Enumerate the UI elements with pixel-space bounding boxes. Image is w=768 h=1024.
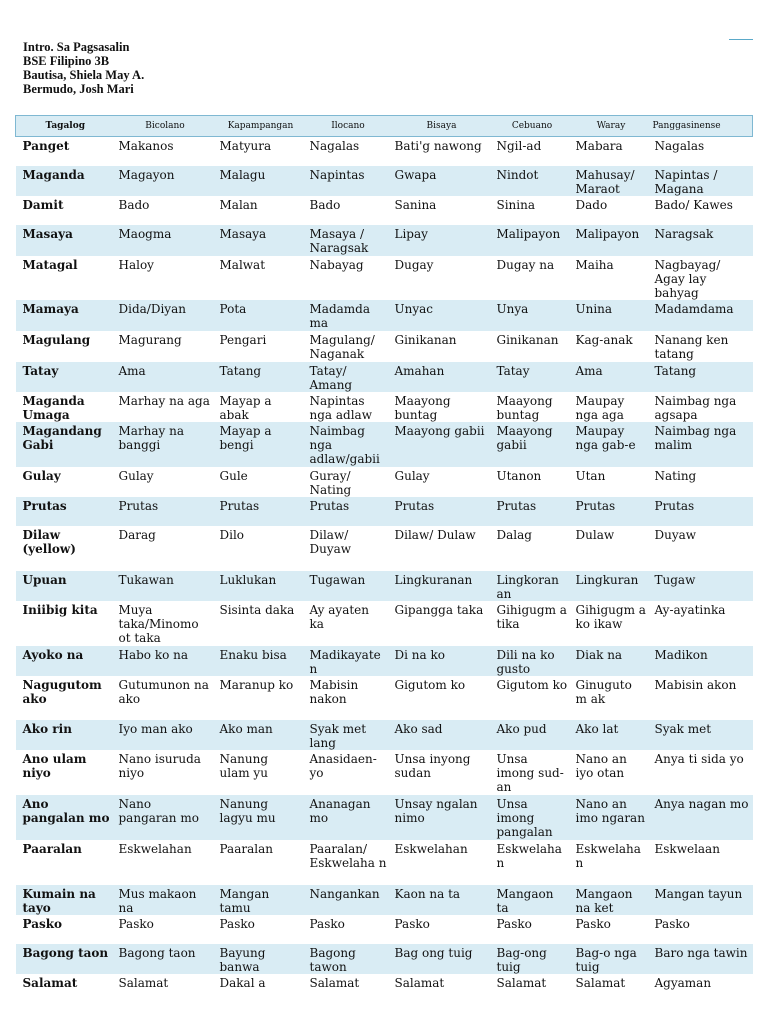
translation-cell: Dugay — [394, 257, 434, 272]
translation-cell: Marhay na aga — [118, 393, 210, 408]
translation-cell: Pasko — [496, 916, 532, 931]
table-row — [16, 196, 753, 225]
tagalog-term-cell: Ano pangalan mo — [16, 795, 115, 840]
translation-cell: Dilo — [219, 527, 245, 542]
table-row — [16, 676, 753, 720]
translation-cell: Anasidaen-yo — [309, 751, 377, 780]
translation-cell: Bado — [118, 197, 150, 212]
table-row — [16, 362, 753, 392]
column-header: Tagalog — [16, 116, 115, 137]
table-row — [16, 166, 753, 196]
translation-cell: Malwat — [219, 257, 266, 272]
translation-cell: Bagong tawon — [306, 944, 391, 974]
translation-cell: Nagalas — [654, 139, 705, 153]
document-header — [23, 40, 144, 96]
translation-cell: Maupay nga aga — [575, 393, 625, 422]
translation-cell: Sinina — [496, 197, 536, 212]
translation-cell: Naragsak — [651, 225, 753, 256]
translation-cell: Mabara — [575, 139, 623, 153]
translation-cell: Salamat — [118, 975, 169, 990]
translation-cell: Madamdama — [651, 300, 753, 331]
table-row — [16, 497, 753, 526]
tagalog-term-cell: Panget — [22, 139, 70, 153]
translation-cell: Mangan tamu — [216, 885, 306, 915]
translation-cell: Salamat — [575, 975, 626, 990]
translation-cell: Maayong buntag — [394, 393, 451, 422]
translation-cell: Eskwelahan — [118, 841, 192, 856]
translation-cell: Nanung ulam yu — [219, 751, 269, 780]
translation-cell: Prutas — [115, 497, 216, 526]
translation-cell: Lingkoran an — [493, 571, 572, 601]
translation-cell: Malipayon — [572, 225, 651, 256]
translation-cell: Tatay/ Amang — [306, 362, 391, 392]
translation-cell: Malipayon — [493, 225, 572, 256]
tagalog-term-cell: Bagong taon — [16, 944, 115, 974]
translation-cell: Salamat — [394, 975, 445, 990]
translation-cell: Gigutom ko — [394, 677, 466, 692]
translation-cell: Pasko — [219, 916, 255, 931]
translation-cell: Paaralan/ Eskwelaha n — [309, 841, 387, 870]
column-header: Kapampangan — [216, 116, 306, 137]
translation-cell: Enaku bisa — [216, 646, 306, 676]
translation-cell: Gihigugm a tika — [496, 602, 567, 631]
translation-cell: Gihigugm a ko ikaw — [575, 602, 646, 631]
translation-cell: Ginikanan — [496, 332, 559, 347]
translation-cell: Malagu — [216, 166, 306, 196]
translation-cell: Nanang ken tatang — [654, 332, 729, 361]
translation-cell: Masaya / Naragsak — [306, 225, 391, 256]
tagalog-term-cell: Upuan — [16, 571, 115, 601]
translation-cell: Eskwelaha n — [575, 841, 641, 870]
translation-cell: Gwapa — [391, 166, 493, 196]
translation-cell: Nating — [654, 468, 697, 483]
translation-cell: Darag — [118, 527, 156, 542]
table-row — [16, 137, 753, 166]
translation-cell: Ay-ayatinka — [654, 602, 726, 617]
translation-cell: Haloy — [118, 257, 154, 272]
translation-cell: Dalag — [496, 527, 532, 542]
tagalog-term-cell: Nagugutom ako — [22, 677, 102, 706]
column-header: Panggasinense — [651, 116, 753, 137]
translation-cell: Muya taka/Minomo ot taka — [118, 602, 199, 645]
translation-cell: Ginuguto m ak — [575, 677, 632, 706]
translation-cell: Prutas — [391, 497, 493, 526]
translation-cell: Luklukan — [216, 571, 306, 601]
translation-cell: Mabisin nakon — [309, 677, 359, 706]
table-row — [16, 885, 753, 915]
translation-cell: Di na ko — [391, 646, 493, 676]
translation-cell: Maiha — [575, 257, 614, 272]
translation-cell: Unsay ngalan nimo — [391, 795, 493, 840]
table-row — [16, 571, 753, 601]
translation-cell: Sisinta daka — [219, 602, 295, 617]
translation-cell: Unsa imong sud-an — [496, 751, 564, 794]
translation-cell: Mangaon na ket — [572, 885, 651, 915]
translation-cell: Eskwelaan — [654, 841, 720, 856]
translation-cell: Habo ko na — [115, 646, 216, 676]
translation-cell: Agyaman — [654, 975, 712, 990]
translation-cell: Lipay — [391, 225, 493, 256]
translation-cell: Gipangga taka — [394, 602, 484, 617]
translation-cell: Matyura — [219, 139, 272, 153]
translation-cell: Pengari — [219, 332, 267, 347]
translation-cell: Mahusay/ Maraot — [572, 166, 651, 196]
course-title: Intro. Sa Pagsasalin — [23, 40, 130, 54]
translation-cell: Paaralan — [219, 841, 273, 856]
translation-cell: Dilaw/ Duyaw — [309, 527, 352, 556]
tagalog-term-cell: Maganda Umaga — [22, 393, 85, 422]
translation-cell: Utan — [575, 468, 606, 483]
table-row — [16, 646, 753, 676]
column-header: Bisaya — [391, 116, 493, 137]
translation-cell: Nagbayag/ Agay lay bahyag — [654, 257, 721, 300]
tagalog-term-cell: Masaya — [16, 225, 115, 256]
translation-cell: Unsa inyong sudan — [394, 751, 471, 780]
translation-cell: Nano an iyo otan — [575, 751, 627, 780]
translation-cell: Ay ayaten ka — [309, 602, 370, 631]
translation-cell: Bag-o nga tuig — [572, 944, 651, 974]
tagalog-term-cell: Gulay — [22, 468, 61, 483]
translation-cell: Anya nagan mo — [651, 795, 753, 840]
translation-cell: Bagong taon — [115, 944, 216, 974]
tagalog-term-cell: Salamat — [22, 975, 78, 990]
translation-cell: Nanung lagyu mu — [216, 795, 306, 840]
table-row — [16, 422, 753, 467]
translation-cell: Ako man — [216, 720, 306, 750]
translation-table — [15, 115, 753, 993]
table-row — [16, 467, 753, 497]
table-row — [16, 974, 753, 993]
translation-cell: Naimbag nga adlaw/gabii — [306, 422, 391, 467]
translation-cell: Malan — [219, 197, 258, 212]
tagalog-term-cell: Magulang — [22, 332, 91, 347]
translation-cell: Mayap a abak — [219, 393, 272, 422]
translation-cell: Dugay na — [496, 257, 555, 272]
translation-cell: Maayong buntag — [496, 393, 553, 422]
translation-cell: Guray/ Nating — [309, 468, 352, 497]
table-row — [16, 331, 753, 362]
translation-cell: Eskwelaha n — [496, 841, 562, 870]
tagalog-term-cell: Ako rin — [16, 720, 115, 750]
translation-cell: Naimbag nga malim — [651, 422, 753, 467]
translation-cell: Magulang/ Naganak — [309, 332, 375, 361]
translation-cell: Pasko — [654, 916, 690, 931]
translation-cell: Baro nga tawin — [651, 944, 753, 974]
translation-cell: Unya — [493, 300, 572, 331]
translation-cell: Maayong gabii — [493, 422, 572, 467]
translation-cell: Maogma — [115, 225, 216, 256]
translation-cell: Mayap a bengi — [216, 422, 306, 467]
translation-cell: Magurang — [118, 332, 182, 347]
translation-cell: Pota — [216, 300, 306, 331]
translation-cell: Nindot — [493, 166, 572, 196]
translation-cell: Gulay — [118, 468, 154, 483]
translation-cell: Gule — [219, 468, 248, 483]
table-row — [16, 225, 753, 256]
translation-cell: Napintas / Magana — [651, 166, 753, 196]
translation-cell: Madikon — [651, 646, 753, 676]
translation-cell: Tugaw — [651, 571, 753, 601]
translation-cell: Unina — [572, 300, 651, 331]
translation-cell: Bayung banwa — [216, 944, 306, 974]
table-row — [16, 915, 753, 944]
translation-cell: Ako sad — [391, 720, 493, 750]
translation-cell: Tatang — [216, 362, 306, 392]
translation-cell: Madamda ma — [306, 300, 391, 331]
translation-cell: Ama — [572, 362, 651, 392]
translation-cell: Lingkuran — [572, 571, 651, 601]
tagalog-term-cell: Dilaw (yellow) — [22, 527, 76, 556]
translation-cell: Mus makaon na — [115, 885, 216, 915]
translation-cell: Dulaw — [575, 527, 615, 542]
translation-cell: Tukawan — [115, 571, 216, 601]
translation-cell: Gulay — [394, 468, 430, 483]
translation-cell: Nano isuruda niyo — [118, 751, 201, 780]
translation-cell: Tatay — [493, 362, 572, 392]
class-section: BSE Filipino 3B — [23, 54, 110, 68]
author-1: Bautisa, Shiela May A. — [23, 68, 145, 82]
translation-cell: Prutas — [651, 497, 753, 526]
translation-cell: Dida/Diyan — [115, 300, 216, 331]
table-row — [16, 392, 753, 422]
translation-cell: Napintas — [306, 166, 391, 196]
translation-cell: Ako lat — [572, 720, 651, 750]
tagalog-term-cell: Ayoko na — [16, 646, 115, 676]
tagalog-term-cell: Paaralan — [22, 841, 82, 856]
translation-cell: Ananagan mo — [306, 795, 391, 840]
translation-cell: Mangaon ta — [493, 885, 572, 915]
table-header-row — [16, 116, 753, 137]
translation-cell: Maayong gabii — [391, 422, 493, 467]
column-header: Ilocano — [306, 116, 391, 137]
translation-cell: Gutumunon na ako — [118, 677, 209, 706]
translation-cell: Syak met lang — [306, 720, 391, 750]
translation-cell: Mabisin akon — [654, 677, 737, 692]
translation-cell: Kaon na ta — [391, 885, 493, 915]
author-2: Bermudo, Josh Mari — [23, 82, 134, 96]
translation-cell: Lingkuranan — [391, 571, 493, 601]
table-row — [16, 526, 753, 571]
translation-cell: Mangan tayun — [651, 885, 753, 915]
translation-cell: Dili na ko gusto — [493, 646, 572, 676]
translation-cell: Madikayate n — [306, 646, 391, 676]
translation-cell: Nangankan — [306, 885, 391, 915]
tagalog-term-cell: Ano ulam niyo — [22, 751, 87, 780]
column-header: Waray — [572, 116, 651, 137]
translation-cell: Bag ong tuig — [391, 944, 493, 974]
translation-cell: Nabayag — [309, 257, 364, 272]
translation-cell: Bag-ong tuig — [493, 944, 572, 974]
table-row — [16, 256, 753, 300]
translation-cell: Gigutom ko — [496, 677, 568, 692]
translation-cell: Kag-anak — [575, 332, 633, 347]
tagalog-term-cell: Damit — [22, 197, 64, 212]
column-header: Bicolano — [115, 116, 216, 137]
translation-cell: Unsa imong pangalan — [493, 795, 572, 840]
translation-cell: Syak met — [651, 720, 753, 750]
translation-cell: Ama — [115, 362, 216, 392]
tagalog-term-cell: Mamaya — [16, 300, 115, 331]
translation-cell: Prutas — [572, 497, 651, 526]
translation-cell: Salamat — [309, 975, 360, 990]
translation-cell: Unyac — [391, 300, 493, 331]
tagalog-term-cell: Maganda — [16, 166, 115, 196]
translation-cell: Bado — [309, 197, 341, 212]
translation-cell: Dado — [575, 197, 608, 212]
translation-cell: Marhay na banggi — [115, 422, 216, 467]
translation-cell: Maranup ko — [219, 677, 294, 692]
table-row — [16, 944, 753, 974]
tagalog-term-cell: Pasko — [22, 916, 63, 931]
translation-cell: Napintas nga adlaw — [309, 393, 372, 422]
translation-cell: Ako pud — [493, 720, 572, 750]
tagalog-term-cell: Magandang Gabi — [16, 422, 115, 467]
translation-cell: Diak na — [572, 646, 651, 676]
translation-cell: Nagalas — [309, 139, 360, 153]
translation-cell: Utanon — [496, 468, 542, 483]
translation-cell: Ngil-ad — [496, 139, 542, 153]
translation-cell: Anya ti sida yo — [654, 751, 744, 766]
table-row — [16, 601, 753, 646]
top-rule — [729, 39, 753, 40]
translation-cell: Prutas — [493, 497, 572, 526]
tagalog-term-cell: Tatay — [16, 362, 115, 392]
translation-cell: Duyaw — [654, 527, 697, 542]
translation-cell: Tatang — [651, 362, 753, 392]
table-row — [16, 795, 753, 840]
table-row — [16, 750, 753, 795]
translation-cell: Salamat — [496, 975, 547, 990]
translation-cell: Eskwelahan — [394, 841, 468, 856]
translation-cell: Pasko — [309, 916, 345, 931]
tagalog-term-cell: Matagal — [22, 257, 78, 272]
translation-cell: Dilaw/ Dulaw — [394, 527, 476, 542]
translation-cell: Masaya — [216, 225, 306, 256]
translation-cell: Bati'g nawong — [394, 139, 482, 153]
table-row — [16, 720, 753, 750]
translation-cell: Iyo man ako — [115, 720, 216, 750]
translation-cell: Magayon — [115, 166, 216, 196]
translation-cell: Maupay nga gab-e — [572, 422, 651, 467]
table-row — [16, 840, 753, 885]
translation-cell: Naimbag nga agsapa — [654, 393, 737, 422]
translation-cell: Sanina — [394, 197, 437, 212]
column-header: Cebuano — [493, 116, 572, 137]
translation-cell: Prutas — [306, 497, 391, 526]
translation-cell: Ginikanan — [394, 332, 457, 347]
translation-cell: Bado/ Kawes — [654, 197, 733, 212]
translation-cell: Prutas — [216, 497, 306, 526]
tagalog-term-cell: Iniibig kita — [22, 602, 98, 617]
translation-cell: Nano an imo ngaran — [572, 795, 651, 840]
translation-cell: Tugawan — [306, 571, 391, 601]
translation-cell: Makanos — [118, 139, 174, 153]
translation-cell: Pasko — [575, 916, 611, 931]
tagalog-term-cell: Prutas — [16, 497, 115, 526]
translation-cell: Nano pangaran mo — [115, 795, 216, 840]
translation-cell: Amahan — [391, 362, 493, 392]
tagalog-term-cell: Kumain na tayo — [16, 885, 115, 915]
table-row — [16, 300, 753, 331]
translation-cell: Pasko — [118, 916, 154, 931]
translation-cell: Pasko — [394, 916, 430, 931]
translation-cell: Dakal a — [219, 975, 266, 990]
